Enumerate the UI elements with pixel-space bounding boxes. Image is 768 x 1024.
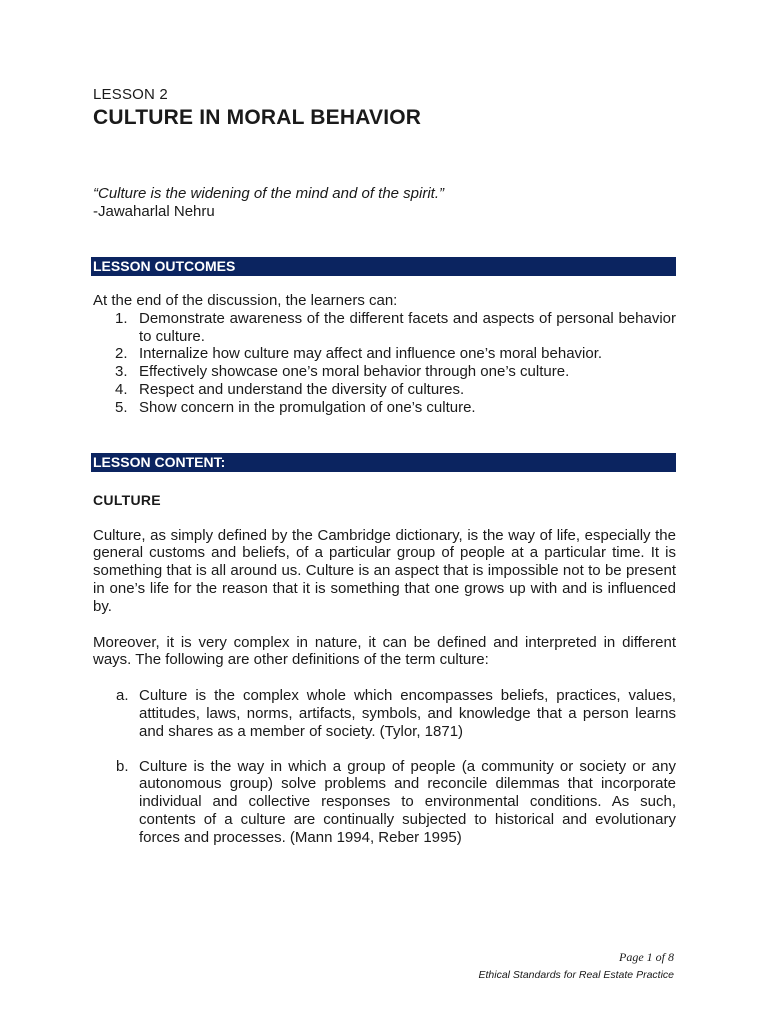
list-item	[93, 310, 676, 346]
list-item	[93, 345, 676, 363]
list-item	[93, 399, 676, 417]
list-item-text: Effectively showcase one’s moral behavior through one’s culture.	[139, 363, 570, 381]
quote-author: -Jawaharlal Nehru	[93, 203, 215, 220]
list-item	[93, 687, 676, 740]
list-item-number: 1.	[115, 309, 128, 327]
list-item	[93, 758, 676, 847]
list-item-text: Respect and understand the diversity of cultures.	[139, 380, 465, 398]
epigraph	[93, 185, 676, 221]
list-item-text: Internalize how culture may affect and influence one’s moral behavior.	[139, 345, 603, 363]
paragraph-definition: Culture, as simply defined by the Cambridge dictionary, is the way of life, especially the general customs and beliefs, of a particular group of people at a particular time. It is something that is all around us. Culture is an aspect that is impossible not to be present in one’s life for the reason that it is something that one grows up with and is influenced by.	[93, 526, 676, 615]
quote-text: “Culture is the widening of the mind and of the spirit.”	[93, 185, 445, 202]
list-item	[93, 381, 676, 399]
section-heading-content	[91, 453, 676, 472]
list-item-number: 4.	[115, 380, 128, 398]
section-heading-outcomes	[91, 257, 676, 276]
subheading-culture: CULTURE	[93, 491, 161, 508]
list-item-text: Show concern in the promulgation of one’s culture.	[139, 398, 476, 416]
definitions-list	[93, 687, 676, 846]
list-item-number: 3.	[115, 363, 128, 381]
list-item-number: 2.	[115, 345, 128, 363]
lesson-label: LESSON 2	[93, 86, 168, 103]
list-item-letter: a.	[116, 687, 129, 705]
list-item-text: Culture is the complex whole which encompasses beliefs, practices, values, attitudes, laws, norms, artifacts, symbols, and knowledge that a person learns and shares as a member of society. (Tylor, 1871)	[139, 687, 676, 740]
list-item-text: Culture is the way in which a group of people (a community or society or any autonomous group) solve problems and reconcile dilemmas that incorporate individual and collective responses to environmental conditions. As such, contents of a culture are continually subjected to historical and evolutionary forces and processes. (Mann 1994, Reber 1995)	[139, 757, 676, 846]
section-heading-content-label: LESSON CONTENT:	[93, 453, 226, 470]
paragraph-complexity: Moreover, it is very complex in nature, it can be defined and interpreted in different ways. The following are other definitions of the term culture:	[93, 633, 676, 669]
document-page	[93, 86, 676, 864]
course-title: Ethical Standards for Real Estate Practice	[478, 969, 674, 981]
list-item-letter: b.	[116, 757, 129, 775]
list-item-text: Demonstrate awareness of the different facets and aspects of personal behavior to culture.	[139, 309, 676, 345]
list-item-number: 5.	[115, 398, 128, 416]
page-footer	[478, 950, 674, 982]
outcomes-intro: At the end of the discussion, the learners can:	[93, 292, 398, 309]
section-heading-outcomes-label: LESSON OUTCOMES	[93, 258, 236, 274]
list-item	[93, 363, 676, 381]
page-number: Page 1 of 8	[619, 950, 674, 964]
page-title: CULTURE IN MORAL BEHAVIOR	[93, 106, 422, 129]
outcomes-list	[93, 310, 676, 417]
